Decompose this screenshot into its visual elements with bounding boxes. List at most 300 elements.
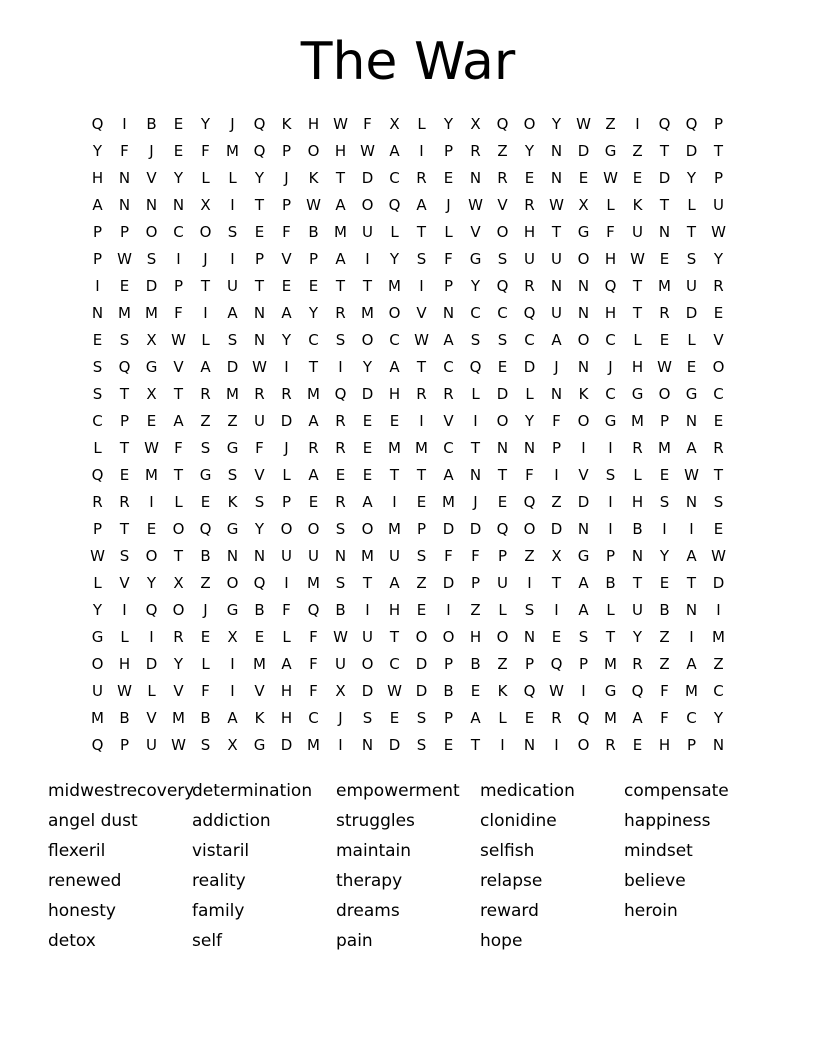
grid-letter: U [632, 601, 643, 619]
grid-letter: U [281, 547, 292, 565]
grid-letter: Z [497, 655, 508, 673]
grid-letter: W [549, 196, 564, 214]
grid-letter: H [604, 250, 617, 268]
grid-letter: D [496, 385, 509, 403]
grid-letter: N [496, 439, 509, 457]
grid-letter: Z [497, 142, 508, 160]
grid-letter: Q [523, 493, 536, 511]
grid-letter: M [307, 574, 320, 592]
grid-letter: X [200, 196, 211, 214]
grid-letter: L [498, 709, 507, 727]
grid-letter: L [93, 574, 102, 592]
grid-letter: T [173, 547, 184, 565]
grid-letter: E [389, 412, 400, 430]
grid-letter: J [608, 358, 613, 376]
grid-letter: S [497, 250, 508, 268]
grid-letter: Z [470, 601, 481, 619]
grid-letter: I [122, 115, 127, 133]
grid-letter: L [498, 601, 507, 619]
grid-letter: Q [496, 277, 509, 295]
grid-letter: M [307, 385, 320, 403]
grid-letter: B [632, 520, 643, 538]
grid-letter: O [145, 223, 158, 241]
grid-letter: M [145, 466, 158, 484]
grid-letter: E [659, 250, 670, 268]
grid-letter: E [335, 466, 346, 484]
grid-letter: B [200, 709, 211, 727]
grid-letter: T [416, 223, 427, 241]
grid-letter: I [230, 196, 235, 214]
grid-letter: U [497, 574, 508, 592]
grid-letter: O [172, 601, 185, 619]
grid-letter: Z [659, 628, 670, 646]
grid-letter: T [632, 304, 643, 322]
grid-letter: F [201, 682, 210, 700]
grid-letter: Q [91, 736, 104, 754]
grid-letter: I [662, 520, 667, 538]
grid-letter: E [308, 493, 319, 511]
word-list-item: therapy [336, 871, 403, 891]
grid-letter: Y [470, 277, 481, 295]
grid-letter: R [470, 142, 481, 160]
grid-letter: T [551, 223, 562, 241]
grid-letter: Q [388, 196, 401, 214]
word-list-item: compensate [624, 781, 729, 801]
grid-letter: U [362, 628, 373, 646]
grid-letter: E [632, 169, 643, 187]
grid-letter: N [577, 358, 590, 376]
word-list-item: selfish [480, 841, 535, 861]
word-list-item: relapse [480, 871, 543, 891]
grid-letter: H [307, 115, 320, 133]
grid-letter: O [523, 115, 536, 133]
grid-letter: G [226, 520, 239, 538]
grid-letter: N [523, 439, 536, 457]
grid-letter: E [146, 412, 157, 430]
grid-letter: G [226, 601, 239, 619]
grid-letter: O [496, 628, 509, 646]
grid-letter: Q [253, 574, 266, 592]
grid-letter: O [496, 223, 509, 241]
grid-letter: B [659, 601, 670, 619]
grid-letter: W [630, 250, 645, 268]
grid-letter: C [524, 331, 535, 349]
grid-letter: Y [551, 115, 562, 133]
grid-letter: F [660, 682, 669, 700]
grid-letter: X [173, 574, 184, 592]
grid-letter: A [632, 709, 643, 727]
grid-letter: O [577, 331, 590, 349]
grid-letter: P [308, 250, 319, 268]
grid-letter: O [307, 520, 320, 538]
grid-letter: I [473, 412, 478, 430]
grid-letter: R [713, 439, 724, 457]
grid-letter: N [550, 142, 563, 160]
grid-letter: T [470, 439, 481, 457]
grid-letter: F [309, 655, 318, 673]
grid-letter: P [173, 277, 184, 295]
grid-letter: W [711, 223, 726, 241]
grid-letter: I [554, 736, 559, 754]
grid-letter: H [280, 682, 293, 700]
grid-letter: W [549, 682, 564, 700]
grid-letter: D [388, 736, 401, 754]
grid-letter: Y [254, 169, 265, 187]
grid-letter: S [497, 331, 508, 349]
grid-letter: I [149, 493, 154, 511]
grid-letter: R [335, 412, 346, 430]
grid-letter: T [551, 574, 562, 592]
grid-letter: N [145, 196, 158, 214]
grid-letter: F [174, 304, 183, 322]
grid-letter: Y [92, 601, 103, 619]
grid-letter: C [497, 304, 508, 322]
grid-letter: Q [469, 358, 482, 376]
grid-letter: W [333, 115, 348, 133]
grid-letter: S [227, 223, 238, 241]
grid-letter: J [473, 493, 478, 511]
grid-letter: A [335, 196, 346, 214]
grid-letter: I [419, 142, 424, 160]
grid-letter: W [171, 331, 186, 349]
grid-letter: E [308, 277, 319, 295]
grid-letter: J [554, 358, 559, 376]
grid-letter: D [415, 655, 428, 673]
grid-letter: D [226, 358, 239, 376]
grid-letter: D [577, 493, 590, 511]
grid-letter: X [578, 196, 589, 214]
grid-letter: R [632, 655, 643, 673]
grid-letter: U [254, 412, 265, 430]
grid-letter: Y [713, 709, 724, 727]
grid-letter: Y [281, 331, 292, 349]
grid-letter: M [91, 709, 104, 727]
grid-letter: E [362, 439, 373, 457]
grid-letter: Q [307, 601, 320, 619]
grid-letter: Q [577, 709, 590, 727]
grid-letter: D [550, 520, 563, 538]
word-list-item: renewed [48, 871, 122, 891]
grid-letter: Y [362, 358, 373, 376]
grid-letter: F [525, 466, 534, 484]
grid-letter: R [173, 628, 184, 646]
word-list-item: medication [480, 781, 575, 801]
grid-letter: A [443, 466, 454, 484]
grid-letter: G [604, 142, 617, 160]
grid-letter: A [578, 574, 589, 592]
grid-letter: R [524, 277, 535, 295]
grid-letter: O [496, 412, 509, 430]
grid-letter: C [470, 304, 481, 322]
word-list-item: family [192, 901, 245, 921]
grid-letter: Q [685, 115, 698, 133]
grid-letter: A [389, 574, 400, 592]
grid-letter: I [284, 358, 289, 376]
grid-letter: G [253, 736, 266, 754]
grid-letter: F [660, 709, 669, 727]
grid-letter: H [658, 736, 671, 754]
grid-letter: X [146, 385, 157, 403]
grid-letter: E [524, 709, 535, 727]
grid-letter: Z [632, 142, 643, 160]
grid-letter: A [173, 412, 184, 430]
grid-letter: W [117, 250, 132, 268]
grid-letter: V [119, 574, 130, 592]
grid-letter: M [442, 493, 455, 511]
grid-letter: A [362, 493, 373, 511]
word-list-item: honesty [48, 901, 116, 921]
grid-letter: K [254, 709, 265, 727]
grid-letter: R [659, 304, 670, 322]
grid-letter: D [577, 142, 590, 160]
grid-letter: U [362, 223, 373, 241]
word-list-item: determination [192, 781, 313, 801]
grid-letter: O [361, 655, 374, 673]
grid-letter: I [581, 439, 586, 457]
grid-letter: D [523, 358, 536, 376]
grid-letter: U [335, 655, 346, 673]
grid-letter: L [633, 331, 642, 349]
grid-letter: V [173, 682, 184, 700]
grid-letter: S [335, 520, 346, 538]
grid-letter: I [689, 520, 694, 538]
grid-letter: R [524, 196, 535, 214]
grid-letter: P [497, 547, 508, 565]
grid-letter: X [335, 682, 346, 700]
grid-letter: I [230, 250, 235, 268]
grid-letter: I [446, 601, 451, 619]
grid-letter: E [686, 358, 697, 376]
grid-letter: I [122, 601, 127, 619]
grid-letter: I [554, 601, 559, 619]
grid-letter: L [633, 466, 642, 484]
grid-letter: I [365, 601, 370, 619]
grid-letter: V [416, 304, 427, 322]
grid-letter: M [145, 304, 158, 322]
grid-letter: H [280, 709, 293, 727]
grid-letter: O [658, 385, 671, 403]
grid-letter: U [524, 250, 535, 268]
grid-letter: L [93, 439, 102, 457]
grid-letter: L [606, 601, 615, 619]
grid-letter: L [201, 655, 210, 673]
grid-letter: N [118, 169, 131, 187]
grid-letter: T [200, 277, 211, 295]
grid-letter: R [443, 385, 454, 403]
grid-letter: S [686, 250, 697, 268]
grid-letter: Z [416, 574, 427, 592]
grid-letter: Y [524, 142, 535, 160]
word-list-item: struggles [336, 811, 415, 831]
grid-letter: P [416, 520, 427, 538]
grid-letter: A [281, 655, 292, 673]
grid-letter: A [389, 358, 400, 376]
grid-letter: S [254, 493, 265, 511]
grid-letter: N [523, 628, 536, 646]
grid-letter: P [92, 223, 103, 241]
word-list-item: believe [624, 871, 686, 891]
grid-letter: Q [91, 466, 104, 484]
puzzle-title: The War [300, 32, 516, 92]
grid-letter: E [578, 169, 589, 187]
grid-letter: U [551, 304, 562, 322]
grid-letter: S [200, 736, 211, 754]
grid-letter: S [92, 358, 103, 376]
grid-letter: O [577, 250, 590, 268]
grid-letter: U [713, 196, 724, 214]
grid-letter: S [470, 331, 481, 349]
grid-letter: A [92, 196, 103, 214]
grid-letter: L [390, 223, 399, 241]
grid-letter: W [657, 358, 672, 376]
grid-letter: N [550, 385, 563, 403]
grid-letter: R [335, 439, 346, 457]
grid-letter: E [173, 142, 184, 160]
grid-letter: T [335, 277, 346, 295]
grid-letter: Q [118, 358, 131, 376]
grid-letter: Q [496, 520, 509, 538]
grid-letter: O [172, 520, 185, 538]
grid-letter: O [280, 520, 293, 538]
grid-letter: P [524, 655, 535, 673]
grid-letter: E [632, 736, 643, 754]
word-list-item: angel dust [48, 811, 138, 831]
grid-letter: R [335, 304, 346, 322]
grid-letter: T [713, 142, 724, 160]
grid-letter: P [281, 493, 292, 511]
grid-letter: H [118, 655, 131, 673]
grid-letter: A [308, 412, 319, 430]
grid-letter: N [577, 304, 590, 322]
grid-letter: C [605, 385, 616, 403]
grid-letter: G [604, 682, 617, 700]
grid-letter: C [173, 223, 184, 241]
grid-letter: H [523, 223, 536, 241]
grid-letter: C [443, 358, 454, 376]
grid-letter: V [281, 250, 292, 268]
grid-letter: E [92, 331, 103, 349]
grid-letter: T [362, 277, 373, 295]
grid-letter: C [308, 709, 319, 727]
grid-letter: P [119, 412, 130, 430]
grid-letter: T [389, 628, 400, 646]
grid-letter: Q [91, 115, 104, 133]
grid-letter: O [91, 655, 104, 673]
grid-letter: O [577, 736, 590, 754]
grid-letter: R [713, 277, 724, 295]
grid-letter: D [361, 682, 374, 700]
grid-letter: N [118, 196, 131, 214]
grid-letter: Z [227, 412, 238, 430]
word-list-item: hope [480, 931, 523, 951]
word-list-item: dreams [336, 901, 400, 921]
grid-letter: S [416, 709, 427, 727]
grid-letter: O [523, 520, 536, 538]
grid-letter: T [173, 466, 184, 484]
grid-letter: K [497, 682, 508, 700]
grid-letter: T [119, 520, 130, 538]
grid-letter: M [712, 628, 725, 646]
grid-letter: W [171, 736, 186, 754]
grid-letter: I [581, 682, 586, 700]
grid-letter: E [497, 493, 508, 511]
grid-letter: H [388, 385, 401, 403]
grid-letter: P [443, 655, 454, 673]
grid-letter: T [632, 277, 643, 295]
grid-letter: A [686, 547, 697, 565]
grid-letter: D [685, 304, 698, 322]
grid-letter: O [712, 358, 725, 376]
grid-letter: O [145, 547, 158, 565]
grid-letter: M [658, 439, 671, 457]
grid-letter: I [635, 115, 640, 133]
grid-letter: S [119, 331, 130, 349]
grid-letter: S [362, 709, 373, 727]
word-list-item: addiction [192, 811, 271, 831]
grid-letter: T [416, 358, 427, 376]
grid-letter: N [469, 466, 482, 484]
grid-letter: L [282, 466, 291, 484]
grid-letter: T [416, 466, 427, 484]
grid-letter: W [144, 439, 159, 457]
grid-letter: W [711, 547, 726, 565]
grid-letter: K [632, 196, 643, 214]
grid-letter: I [500, 736, 505, 754]
grid-letter: W [90, 547, 105, 565]
grid-letter: Y [173, 655, 184, 673]
grid-letter: E [254, 628, 265, 646]
grid-letter: B [335, 601, 346, 619]
grid-letter: L [417, 115, 426, 133]
grid-letter: Y [686, 169, 697, 187]
grid-letter: I [716, 601, 721, 619]
grid-letter: F [120, 142, 129, 160]
grid-letter: F [282, 601, 291, 619]
grid-letter: I [527, 574, 532, 592]
grid-letter: D [712, 574, 725, 592]
word-list-item: reality [192, 871, 246, 891]
grid-letter: C [92, 412, 103, 430]
grid-letter: Z [200, 574, 211, 592]
grid-letter: I [608, 520, 613, 538]
grid-letter: T [308, 358, 319, 376]
grid-letter: Y [173, 169, 184, 187]
grid-letter: X [227, 736, 238, 754]
grid-letter: G [631, 385, 644, 403]
grid-letter: I [338, 736, 343, 754]
grid-letter: E [659, 331, 670, 349]
grid-letter: R [281, 385, 292, 403]
word-list-item: reward [480, 901, 539, 921]
grid-letter: R [308, 439, 319, 457]
grid-letter: T [632, 574, 643, 592]
grid-letter: L [606, 196, 615, 214]
grid-letter: S [227, 466, 238, 484]
grid-letter: F [174, 439, 183, 457]
grid-letter: M [631, 412, 644, 430]
grid-letter: M [118, 304, 131, 322]
grid-letter: Y [200, 115, 211, 133]
grid-letter: E [470, 682, 481, 700]
grid-letter: Q [496, 115, 509, 133]
grid-letter: U [632, 223, 643, 241]
grid-letter: C [443, 439, 454, 457]
grid-letter: T [497, 466, 508, 484]
grid-letter: X [146, 331, 157, 349]
grid-letter: T [362, 574, 373, 592]
grid-letter: E [443, 736, 454, 754]
grid-letter: M [604, 655, 617, 673]
